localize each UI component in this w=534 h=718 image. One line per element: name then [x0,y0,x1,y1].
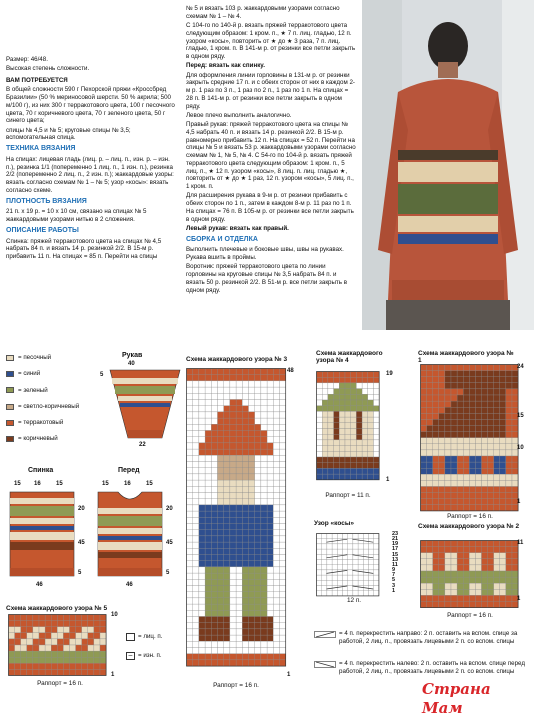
mid-text-1: № 5 и вязать 103 р. жаккардовыми узорами согласно схемам № 1 – № 4. [186,5,340,20]
model-photo [362,0,534,330]
legend-swatch [6,371,14,377]
back-schematic [8,490,76,580]
scheme5-rapport: Раппорт = 16 п. [37,680,83,687]
materials-text: В общей сложности 590 г Пехорской пряжи «Кроссбред Бразилии» (50 % мериносовой шерсти. 50 % акрила; 500 м/100 г), из них 300 г терракотового цвета, 100 г песочного цвета, 70 г коричневого цвета, 70 г зеленого цвета, 50 г синего цвета; [6,86,175,125]
middle-text-column [186,5,356,296]
legend-item: = зеленый [6,387,106,395]
back-side-top-dim: 20 [78,506,85,512]
scheme2-grid [420,540,519,608]
front-bottom-dim: 46 [126,582,133,588]
scheme1-rapport: Раппорт = 16 п. [447,513,493,520]
difficulty-line: Высокая степень сложности. [6,65,90,73]
materials-heading: ВАМ ПОТРЕБУЕТСЯ [6,77,68,84]
legend-item: = песочный [6,354,106,362]
back-top-mid-dim: 16 [34,481,41,487]
scheme3-rapport: Раппорт = 16 п. [213,682,259,689]
scheme4-row-top: 19 [386,371,393,377]
scheme1-row-mid: 15 [517,413,524,419]
scheme4-rapport: Раппорт = 11 п. [325,492,371,499]
legend-item: = светло-коричневый [6,403,106,411]
cable-left-legend: = 4 п. перекрестить налево: 2 п. оставить на вспом. спице перед работой, 2 лиц. п., провязать лицевыми 2 п. со вспом. спицы [314,660,528,676]
purl-symbol: – = изн. п. [126,652,162,660]
right-sleeve-text: Правый рукав: пряжей терракотового цвета на спицы № 4,5 набрать 40 п. и вязать 14 р. резинкой 2/2. В 15-м р. равномерно прибавить 12 п. На спицах = 52 п. Перейти на спицы № 5 и вязать 53 р. жаккардовыми узорами согласно схемам № 1, № 5, № 4. С 54-го по 104-й р. вязать пряжей терракотового цвета следующим образом: 1 кром. п., 5 лиц. п., ★ 12 п. узором «косы», 8 лиц. п. лиц. гладью ★, повторить от ★ до ★ 1 раз, 12 п. узором «косы», 5 лиц. п., 1 кром. п. [186,121,356,190]
back-top-right-dim: 15 [56,481,63,487]
scheme2-rapport: Раппорт = 16 п. [447,612,493,619]
color-legend [6,354,106,452]
scheme3-row-1: 1 [287,672,291,678]
cables-count: 12 п. [346,597,362,604]
density-text: 21 п. х 19 р. = 10 х 10 см, связано на спицах № 5 жаккардовыми узорами нитью в 2 сложения. [6,208,147,223]
scheme5-row-top: 10 [111,612,118,618]
scheme1-title: Схема жаккардового узора № 1 [418,350,514,365]
front-top-right-dim: 15 [146,481,153,487]
scheme4-grid [316,371,380,480]
cables-title: Узор «косы» [314,520,354,527]
scheme4-title: Схема жаккардового узора № 4 [316,350,383,365]
site-watermark: Страна Мам [422,680,491,717]
front-top-mid-dim: 16 [124,481,131,487]
sleeve-title: Рукав [122,352,143,359]
needles-text: спицы № 4,5 и № 5; круговые спицы № 3,5; вспомогательная спица. [6,126,131,142]
sleeve-left-top-dim: 5 [100,372,104,378]
front-title: Перед [118,467,140,474]
scheme2-title: Схема жаккардового узора № 2 [418,523,520,530]
work-text: Спинка: пряжей терракотового цвета на спицах № 4,5 набрать 84 п. и вязать 14 р. резинкой 2/2. В 15-м р. прибавить 11 п. На спицах = 85 п. Перейти на спицы [6,237,162,260]
size-line: Размер: 46/48. [6,56,48,63]
front-schematic [96,490,164,580]
left-sleeve-text: Левый рукав: вязать как правый. [186,224,289,232]
scheme3-grid [186,368,286,667]
assembly-heading: СБОРКА И ОТДЕЛКА [186,235,258,243]
legend-swatch [6,404,14,410]
sleeve-bottom-dim: 22 [139,442,146,448]
cables-grid [316,533,379,596]
scheme5-title: Схема жаккардового узора № 5 [6,605,108,612]
scheme1-row-1: 1 [517,499,521,505]
scheme1-row-top: 24 [517,364,524,370]
mid-text-3: Для оформления линии горловины в 131-м р. от резинки закрыть средние 17 п. и с обеих сторон от них в каждом 2-м р. 1 раз по 3 п., 1 раз по 2 п., 1 раз по 1 п. На спицах = 28 п. В 141-м р. от резинки все петли закрыть в одном ряду. [186,71,355,110]
left-text-column [6,56,176,262]
knit-symbol: = лиц. п. [126,633,162,641]
collar-text: Воротник: пряжей терракотового цвета по линии горловины на круговые спицы № 3,5 набрать 84 п. и вязать 50 р. резинкой 2/2. В 51-м р. все петли закрыть в одном ряду. [186,263,347,294]
cables-row-numbers: 23 21 19 17 15 13 11 9 7 5 3 1 [392,531,399,594]
back-side-bottom-dim: 5 [78,570,82,576]
density-heading: ПЛОТНОСТЬ ВЯЗАНИЯ [6,197,87,205]
sleeve-top-dim: 40 [128,361,135,367]
knit-symbol-box [126,633,135,641]
legend-swatch [6,387,14,393]
legend-item: = терракотовый [6,419,106,427]
scheme5-row-1: 1 [111,672,115,678]
back-bottom-dim: 46 [36,582,43,588]
legend-swatch [6,436,14,442]
sweater-photo-illustration [362,0,534,330]
work-heading: ОПИСАНИЕ РАБОТЫ [6,226,79,234]
legend-swatch [6,420,14,426]
back-side-mid-dim: 45 [78,540,85,546]
scheme3-row-top: 48 [287,368,294,374]
sleeve-schematic [100,368,190,448]
scheme1-row-low: 10 [517,445,524,451]
scheme4-row-1: 1 [386,477,390,483]
front-side-top-dim: 20 [166,506,173,512]
mid-text-2: С 104-го по 140-й р. вязать пряжей терракотового цвета следующим образом: 1 кром. п., ★ 7 п. лиц. гладью, 12 п. узором «косы», повторить от ★ до ★ 3 раза, 7 п. лиц. гладью, 1 кром. п. В 141-м р. от резинки все петли закрыть в одном ряду. [186,22,356,60]
technique-heading: ТЕХНИКА ВЯЗАНИЯ [6,145,76,152]
cable-left-symbol [314,661,336,668]
technique-text: На спицах: лицевая гладь (лиц. р. – лиц. п., изн. р. – изн. п.), резинка 1/1 (попеременно 1 лиц. п., 1 изн. п.), резинка 2/2 (попеременно 2 лиц. п., 2 изн. п.); жаккардовые узоры: вязать согласно схемам № 1 – № 5; узор «косы»: вязать согласно схеме. [6,155,174,194]
front-side-mid-dim: 45 [166,540,173,546]
back-top-left-dim: 15 [14,481,21,487]
scheme1-grid [420,364,519,511]
front-side-bottom-dim: 5 [166,570,170,576]
scheme5-grid [8,614,107,676]
legend-item: = синий [6,370,106,378]
purl-symbol-box: – [126,652,135,660]
front-heading: Перед: вязать как спинку. [186,62,265,70]
mid-text-4: Левое плечо выполнить аналогично. [186,111,292,119]
front-top-left-dim: 15 [102,481,109,487]
scheme3-title: Схема жаккардового узора № 3 [186,356,288,363]
mid-text-5: Для расширения рукава в 9-м р. от резинки прибавить с обеих сторон по 1 п., затем в каждом 8-м р. 11 раз по 1 п. На спицах = 76 п. В 105-м р. от резинки все петли закрыть в одном ряду. [186,192,354,223]
scheme2-row-top: 11 [517,540,524,546]
cable-right-symbol [314,631,336,638]
legend-item: = коричневый [6,435,106,443]
legend-swatch [6,355,14,361]
cable-right-legend: = 4 п. перекрестить направо: 2 п. оставить на вспом. спице за работой, 2 лиц. п., провязать лицевыми 2 п. со вспом. спицы [314,630,528,646]
assembly-text: Выполнить плечевые и боковые швы, швы на рукавах. Рукава вшить в проймы. [186,246,344,261]
back-title: Спинка [28,467,54,474]
scheme2-row-1: 1 [517,596,521,602]
